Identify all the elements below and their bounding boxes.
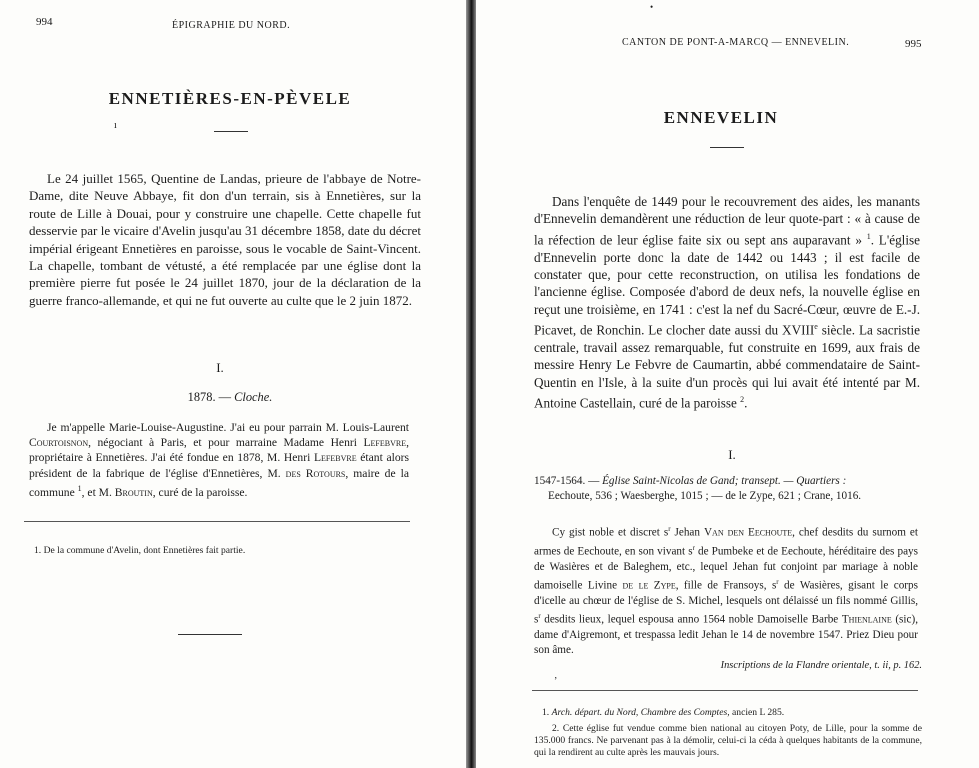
left-page bbox=[0, 0, 468, 768]
left-footnote-rule bbox=[24, 521, 410, 522]
left-entry-year: 1878. — bbox=[187, 390, 232, 404]
name-thienlaine: Thienlaine bbox=[841, 613, 892, 626]
right-footnote-rule bbox=[532, 690, 918, 691]
footnote-marker-1: 1 bbox=[77, 483, 82, 493]
right-intro-paragraph: Dans l'enquête de 1449 pour le recouvrement des aides, les manants d'Ennevelin demandèrent une réduction de leur quote-part : « à cause de la réfection de leur église faite six ou sept ans auparavant » $^1$. L'église d'Ennevelin porte donc la date de 1442 ou 1443 ; il est facile de constater que, pour cette reconstruction, on utilisa les fondations de l'ancienne église. Composée d'abord de deux nefs, la nouvelle église en reçut une troisième, en 1741 : c'est la nef du Sacré-Cœur, œuvre de E.-J. Picavet, de Ronchin. Le clocher date aussi du XVIIIe siècle. La sacristie centrale, travail assez remarquable, fut construite en 1699, aux frais de messire Henry Le Febvre de Caumartin, abbé commendataire de Saint-Quentin en l'Isle, à la suite d'un procès qui lui avait été intenté par M. Antoine Castellain, curé de la paroisse $^2$. bbox=[534, 194, 920, 411]
name-de-le-zype: de le Zype bbox=[622, 579, 676, 592]
left-entry-heading bbox=[80, 390, 380, 405]
left-inscription: Je m'appelle Marie-Louise-Augustine. J'ai eu pour parrain M. Louis-Laurent Courtoisnon, négociant à Paris, et pour marraine Madame Henri Lefebvre, propriétaire à Ennetières. J'ai été fondue en 1878, M. Henri Lefebvre étant alors président de la fabrique de l'église d'Ennetières, M. des Rotours, maire de la commune $^1$, et M. Broutin, curé de la paroisse. bbox=[29, 421, 409, 499]
name-des-rotours: des Rotours bbox=[285, 466, 346, 480]
name-broutin: Broutin bbox=[114, 485, 153, 499]
right-top-mark: • bbox=[650, 2, 654, 12]
right-entry-years: 1547-1564. — bbox=[534, 475, 600, 487]
right-title-rule bbox=[710, 147, 744, 148]
left-chapter-title: ENNETIÈRES-EN-PÈVELE bbox=[108, 89, 352, 108]
left-footnote: 1. De la commune d'Avelin, dont Ennetières fait partie. bbox=[34, 545, 246, 556]
name-van-den-eechoute: Van den Eechoute bbox=[703, 526, 793, 539]
left-page-number: 994 bbox=[36, 16, 53, 28]
left-running-head: ÉPIGRAPHIE DU NORD. bbox=[172, 20, 291, 31]
right-page bbox=[476, 0, 979, 768]
right-stray-mark: ʼ bbox=[554, 676, 558, 687]
right-entry-heading bbox=[534, 474, 924, 505]
left-section-numeral: I. bbox=[216, 360, 224, 375]
right-footnote-marker-2: 2 bbox=[740, 395, 745, 405]
right-footnote-marker-1: 1 bbox=[866, 231, 871, 241]
right-inscription: Cy gist noble et discret $s^r$ Jehan Van den Eechoute, chef desdits du surnom et armes de Eechoute, en son vivant $s^r$ de Pumbeke et de Eechoute, héréditaire des pays de Wasières et de Baleghem, etc., lequel Jehan fut conjoint par mariage à noble damoiselle Livine de le Zype, fille de Fransoys, $s^r$ de Wasières, gisant le corps d'icelle au chœur de l'église de S. Michel, lesquels ont délaissé un fils nommé Gillis, $s^r$ desdits lieux, lequel espousa anno 1564 noble Damoiselle Barbe Thienlaine (sic), dame d'Aigremont, et trespassa ledit Jehan le 14 de novembre 1547. Priez Dieu pour son âme. bbox=[534, 525, 918, 657]
name-lefebvre-1: Lefebvre bbox=[363, 436, 407, 450]
right-page-number: 995 bbox=[905, 38, 922, 50]
left-stray-mark: ı bbox=[114, 120, 117, 131]
right-entry-title: Église Saint-Nicolas de Gand; transept. — Quartiers : bbox=[602, 475, 847, 487]
left-end-rule bbox=[178, 634, 242, 635]
name-lefebvre-2: Lefebvre bbox=[313, 451, 357, 465]
name-courtoisnon: Courtoisnon bbox=[29, 436, 89, 450]
right-section-numeral: I. bbox=[728, 447, 736, 462]
book-gutter bbox=[466, 0, 476, 768]
right-entry-quarters: Eechoute, 536 ; Waesberghe, 1015 ; — de le Zype, 621 ; Crane, 1016. bbox=[548, 490, 862, 503]
right-footnote-1: 1. Arch. départ. du Nord, Chambre des Comptes, ancien L 285. bbox=[542, 707, 785, 718]
right-chapter-title: ENNEVELIN bbox=[663, 108, 779, 127]
right-footnote-2: 2. Cette église fut vendue comme bien national au citoyen Poty, de Lille, pour la somme de 135.000 francs. Ne parvenant pas à la démolir, celui-ci la céda à quelques habitants de la commune, qui la rendirent au culte après les mauvais jours. bbox=[534, 723, 922, 758]
left-title-rule bbox=[214, 131, 248, 132]
left-entry-title: Cloche. bbox=[234, 390, 273, 404]
left-intro-paragraph: Le 24 juillet 1565, Quentine de Landas, prieure de l'abbaye de Notre-Dame, dite Neuve Abbaye, fit don d'un terrain, sis à Ennetières, sur la route de Lille à Douai, pour y construire une chapelle. Cette chapelle fut desservie par le vicaire d'Avelin jusqu'au 31 décembre 1858, date du décret impérial érigeant Ennetières en paroisse, sous le vocable de Saint-Vincent. La chapelle, tombant de vétusté, a été remplacée par une église dont la première pierre fut posée le 24 juillet 1870, jour de la déclaration de la guerre franco-allemande, et qui ne fut ouverte au culte que le 2 juin 1872. bbox=[29, 171, 421, 308]
right-source-citation: Inscriptions de la Flandre orientale, t. ii, p. 162. bbox=[720, 660, 922, 671]
right-running-head: CANTON DE PONT-A-MARCQ — ENNEVELIN. bbox=[622, 37, 850, 48]
